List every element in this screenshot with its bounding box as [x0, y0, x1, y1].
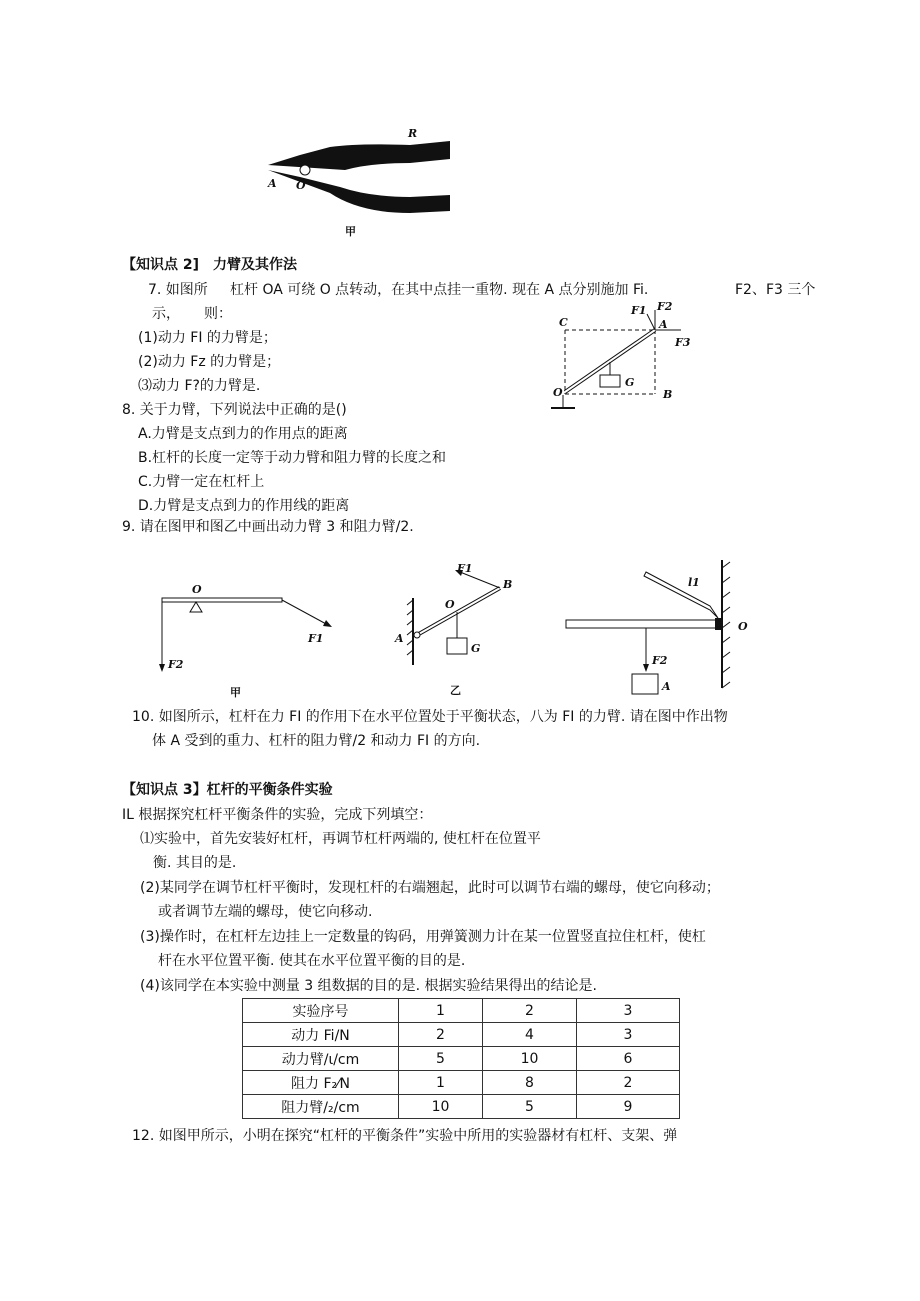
fig-label: F1 — [631, 304, 647, 317]
q8-stem: 8. 关于力臂，下列说法中正确的是() — [122, 402, 347, 418]
fig-label: F2 — [652, 654, 668, 667]
fig-label: O — [445, 598, 455, 611]
fig-label: O — [738, 620, 748, 633]
q11-sub: 或者调节左端的螺母，使它向移动. — [158, 904, 373, 920]
q11-sub: (2)某同学在调节杠杆平衡时，发现杠杆的右端翘起，此时可以调节右端的螺母，使它向移动； — [140, 880, 720, 896]
fig-label: l1 — [688, 576, 700, 589]
fig-caption: 甲 — [230, 686, 241, 699]
section-heading: 【知识点 3】杠杆的平衡条件实验 — [122, 782, 333, 798]
q7-text: 则： — [204, 306, 232, 322]
fig-label: G — [625, 376, 635, 389]
table-row: 动力 Fi/N 2 4 3 — [243, 1023, 680, 1047]
fig-label: A — [662, 680, 671, 693]
q9-figure-3 — [560, 558, 760, 703]
q9-stem: 9. 请在图甲和图乙中画出动力臂 3 和阻力臂/2. — [122, 519, 414, 535]
q9-figure-yi — [395, 560, 525, 700]
q9-figure-jia — [150, 580, 350, 700]
q11-stem: IL 根据探究杠杆平衡条件的实验，完成下列填空： — [122, 807, 433, 823]
table-row: 动力臂/ι/cm 5 10 6 — [243, 1047, 680, 1071]
fig-label: O — [296, 179, 306, 192]
q8-option: D.力臂是支点到力的作用线的距离 — [138, 498, 350, 514]
q7-text: 示， — [152, 306, 180, 322]
fig-label: B — [503, 578, 513, 591]
q7-text: 7. 如图所 — [148, 282, 208, 298]
fig-label: A — [659, 318, 668, 331]
q10-text: 10. 如图所示，杠杆在力 FI 的作用下在水平位置处于平衡状态，八为 FI 的力臂. 请在图中作出物 — [132, 709, 728, 725]
fig-label: F1 — [457, 562, 473, 575]
q11-sub: (3)操作时，在杠杆左边挂上一定数量的钩码，用弹簧测力计在某一位置竖直拉住杠杆，使杠 — [140, 929, 706, 945]
fig-label: F1 — [308, 632, 324, 645]
fig-label: F3 — [675, 336, 691, 349]
q12-text: 12. 如图甲所示，小明在探究“杠杆的平衡条件”实验中所用的实验器材有杠杆、支架、弹 — [132, 1128, 678, 1144]
fig-label: O — [553, 386, 563, 399]
fig-label: O — [192, 583, 202, 596]
pliers-figure — [260, 125, 460, 240]
q7-sub: (2)动力 Fz 的力臂是； — [138, 354, 281, 370]
fig-caption: 甲 — [345, 225, 356, 238]
q11-sub: 衡. 其目的是. — [153, 855, 237, 871]
q11-sub: (4)该同学在本实验中测量 3 组数据的目的是. 根据实验结果得出的结论是. — [140, 978, 597, 994]
section-heading: 【知识点 2] 力臂及其作法 — [122, 257, 298, 273]
table-row: 阻力 F₂⁄N 1 8 2 — [243, 1071, 680, 1095]
q8-option: C.力臂一定在杠杆上 — [138, 474, 265, 490]
q7-sub: ⑶动力 F?的力臂是. — [138, 378, 261, 394]
fig-label: F2 — [657, 300, 673, 313]
fig-label: B — [663, 388, 673, 401]
q7-text: F2、F3 三个 — [735, 282, 816, 298]
fig-label: R — [408, 127, 418, 140]
q7-lever-figure — [535, 300, 695, 415]
q11-sub: ⑴实验中，首先安装好杠杆，再调节杠杆两端的, 使杠杆在位置平 — [140, 831, 541, 847]
fig-label: C — [559, 316, 568, 329]
fig-label: A — [268, 177, 277, 190]
q7-sub: (1)动力 FI 的力臂是； — [138, 330, 277, 346]
fig-label: A — [395, 632, 404, 645]
q8-option: A.力臂是支点到力的作用点的距离 — [138, 426, 348, 442]
table-row: 阻力臂/₂/cm 10 5 9 — [243, 1095, 680, 1119]
q8-option: B.杠杆的长度一定等于动力臂和阻力臂的长度之和 — [138, 450, 447, 466]
q10-text: 体 A 受到的重力、杠杆的阻力臂/2 和动力 FI 的方向. — [152, 733, 481, 749]
fig-label: G — [471, 642, 481, 655]
q11-sub: 杆在水平位置平衡. 使其在水平位置平衡的目的是. — [158, 953, 466, 969]
table-row: 实验序号 1 2 3 — [243, 999, 680, 1023]
fig-label: F2 — [168, 658, 184, 671]
fig-caption: 乙 — [450, 684, 461, 697]
experiment-table — [242, 998, 680, 1119]
q7-text: 杠杆 OA 可绕 O 点转动，在其中点挂一重物. 现在 A 点分别施加 Fi. — [230, 282, 649, 298]
